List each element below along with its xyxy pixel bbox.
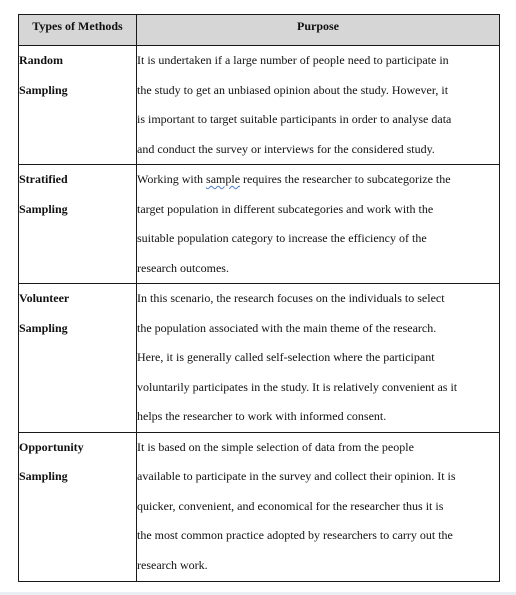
purpose-line: suitable population category to increase the efficiency of the [137, 231, 427, 245]
table-row-opportunity-sampling [19, 432, 500, 581]
purpose-line-with-spellcheck: Working with sample requires the researcher to subcategorize the [137, 172, 451, 186]
purpose-cell [137, 284, 500, 433]
method-name-cell [19, 432, 137, 581]
spellcheck-flagged-word: sample [206, 172, 241, 186]
method-name-cell [19, 284, 137, 433]
purpose-line: It is undertaken if a large number of people need to participate in [137, 53, 449, 67]
purpose-line: quicker, convenient, and economical for the researcher thus it is [137, 498, 444, 513]
purpose-line: helps the researcher to work with informed consent. [137, 409, 387, 423]
purpose-line: voluntarily participates in the study. It is relatively convenient as it [137, 379, 458, 394]
purpose-line: Here, it is generally called self-selection where the participant [137, 350, 435, 364]
purpose-line: research outcomes. [137, 260, 229, 275]
method-name-line: Opportunity [19, 439, 84, 454]
method-name-line: Sampling [19, 469, 68, 483]
purpose-line: the study to get an unbiased opinion about the study. However, it [137, 82, 449, 97]
purpose-line: It is based on the simple selection of data from the people [137, 439, 414, 454]
header-purpose: Purpose [137, 15, 500, 46]
table-row-volunteer-sampling [19, 284, 500, 433]
purpose-line: research work. [137, 557, 208, 572]
purpose-cell [137, 46, 500, 165]
purpose-line: the population associated with the main theme of the research. [137, 320, 437, 335]
sampling-methods-table [18, 14, 500, 582]
purpose-line: target population in different subcategories and work with the [137, 201, 434, 216]
method-name-cell [19, 165, 137, 284]
method-name-cell [19, 46, 137, 165]
purpose-line: available to participate in the survey and collect their opinion. It is [137, 469, 456, 483]
method-name-line: Sampling [19, 320, 68, 335]
purpose-line: In this scenario, the research focuses on the individuals to select [137, 291, 445, 305]
method-name-line: Stratified [19, 172, 68, 186]
table-header-row [19, 15, 500, 46]
purpose-line: is important to target suitable participants in order to analyse data [137, 112, 452, 126]
method-name-line: Sampling [19, 201, 68, 216]
purpose-line: the most common practice adopted by researchers to carry out the [137, 528, 453, 542]
table-row-random-sampling [19, 46, 500, 165]
header-types-of-methods: Types of Methods [19, 15, 137, 46]
purpose-cell [137, 165, 500, 284]
purpose-line: and conduct the survey or interviews for the considered study. [137, 141, 435, 156]
table-row-stratified-sampling [19, 165, 500, 284]
purpose-cell [137, 432, 500, 581]
method-name-line: Sampling [19, 82, 68, 97]
method-name-line: Random [19, 53, 64, 67]
method-name-line: Volunteer [19, 291, 70, 305]
